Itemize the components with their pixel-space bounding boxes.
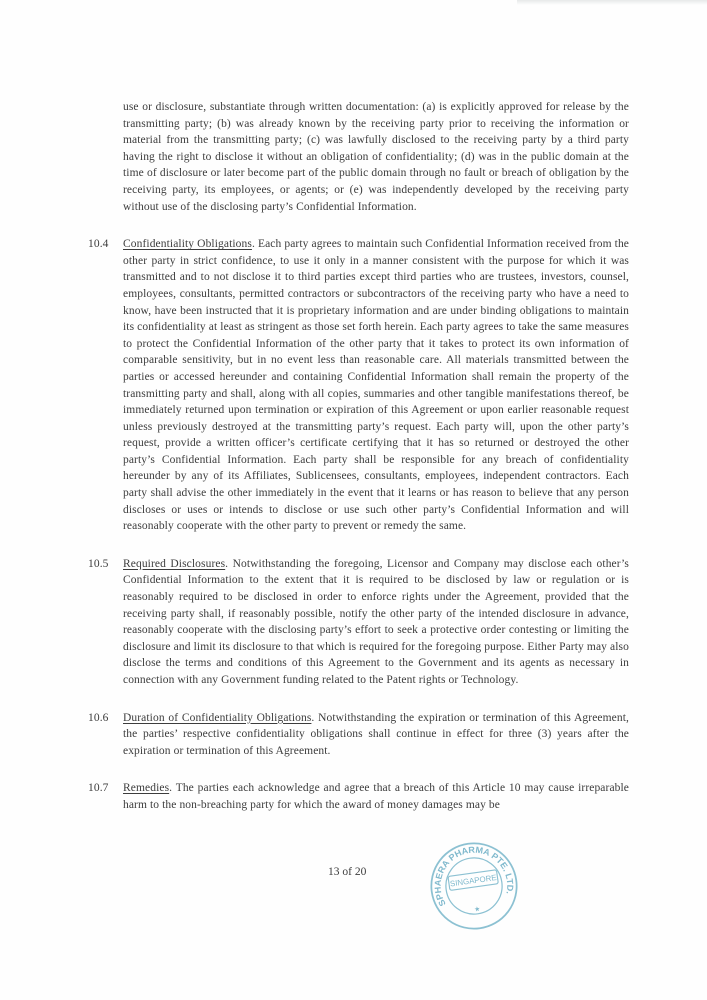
section-number: 10.5: [88, 557, 109, 570]
section-number: 10.6: [88, 711, 109, 724]
section-body: . Each party agrees to maintain such Confidential Information received from the other party in strict confidence, to use it only in a manner consistent with the purpose for which it was transmitted and to not disclose it to third parties except third parties who are trustees, investors, counsel, employees, consultants, permitted contractors or subcontractors of the receiving party who have a need to know, have been instructed that it is proprietary information and are under binding obligations to maintain its confidentiality at least as stringent as those set forth herein. Each party agrees to take the same measures to protect the Confidential Information of the other party that it takes to protect its own information of comparable sensitivity, but in no event less than reasonable care. All materials transmitted between the parties or accessed hereunder and containing Confidential Information shall remain the property of the transmitting party and shall, along with all copies, summaries and other tangible manifestations thereof, be immediately returned upon termination or expiration of this Agreement or upon earlier reasonable request unless previously destroyed at the transmitting party’s request. Each party will, upon the other party’s request, provide a written officer’s certificate certifying that it has so returned or destroyed the other party’s Confidential Information. Each party shall be responsible for any breach of confidentiality hereunder by any of its Affiliates, Sublicensees, consultants, employees, independent contractors. Each party shall advise the other immediately in the event that it learns or has reason to believe that any person discloses or uses or intends to disclose or use such other party’s Confidential Information and will reasonably cooperate with the other party to prevent or remedy the same.: [123, 238, 630, 533]
stamp-center-text: SINGAPORE: [449, 873, 498, 889]
section-number: 10.7: [88, 782, 109, 795]
stamp-ring-text-holder: [427, 839, 517, 908]
scan-artifact: [517, 0, 707, 5]
section-text: [123, 710, 629, 760]
section-10-7: [88, 780, 629, 813]
section-heading: Duration of Confidentiality Obligations: [123, 711, 312, 724]
stamp-ring-text: SPHAERA PHARMA PTE. LTD.: [432, 844, 516, 908]
section-10-5: [88, 556, 629, 689]
section-text: [123, 236, 629, 535]
section-text: [123, 780, 629, 813]
section-body: . Notwithstanding the foregoing, Licensor and Company may disclose each other’s Confidential Information to the extent that it is required to be disclosed by law or regulation or is reasonably required to be disclosed in order to enforce rights under the Agreement, provided that the receiving party shall, if reasonably possible, notify the other party of the intended disclosure in advance, reasonably cooperate with the disclosing party’s effort to seek a protective order contesting or limiting the disclosure and limit its disclosure to that which is required for the foregoing purpose. Either Party may also disclose the terms and conditions of this Agreement to the Government and its agents as necessary in connection with any Government funding related to the Patent rights or Technology.: [123, 557, 629, 686]
stamp-star-icon: ★: [473, 904, 481, 914]
document-body: [88, 99, 629, 835]
company-stamp: [415, 827, 532, 944]
section-body: . Notwithstanding the expiration or termination of this Agreement, the parties’ respective confidentiality obligations shall continue in effect for three (3) years after the expiration or termination of this Agreement.: [123, 711, 629, 757]
section-10-6: [88, 710, 629, 760]
section-heading: Confidentiality Obligations: [123, 238, 252, 251]
section-body: . The parties each acknowledge and agree that a breach of this Article 10 may cause irreparable harm to the non-breaching party for which the award of money damages may be: [123, 782, 629, 811]
section-heading: Remedies: [123, 782, 170, 795]
section-10-4: [88, 236, 629, 535]
page-number: 13 of 20: [328, 866, 367, 878]
section-heading: Required Disclosures: [123, 557, 226, 570]
section-number: 10.4: [88, 238, 109, 251]
paragraph-intro-continuation: use or disclosure, substantiate through written documentation: (a) is explicitly approved for release by the transmitting party; (b) was already known by the receiving party prior to receiving the information or material from the transmitting party; (c) was lawfully disclosed to the receiving party by a third party having the right to disclose it without an obligation of confidentiality; (d) was in the public domain at the time of disclosure or later become part of the public domain through no fault or breach of obligation by the receiving party, its employees, or agents; or (e) was independently developed by the receiving party without use of the disclosing party’s Confidential Information.: [123, 101, 629, 213]
section-text: [123, 556, 629, 689]
